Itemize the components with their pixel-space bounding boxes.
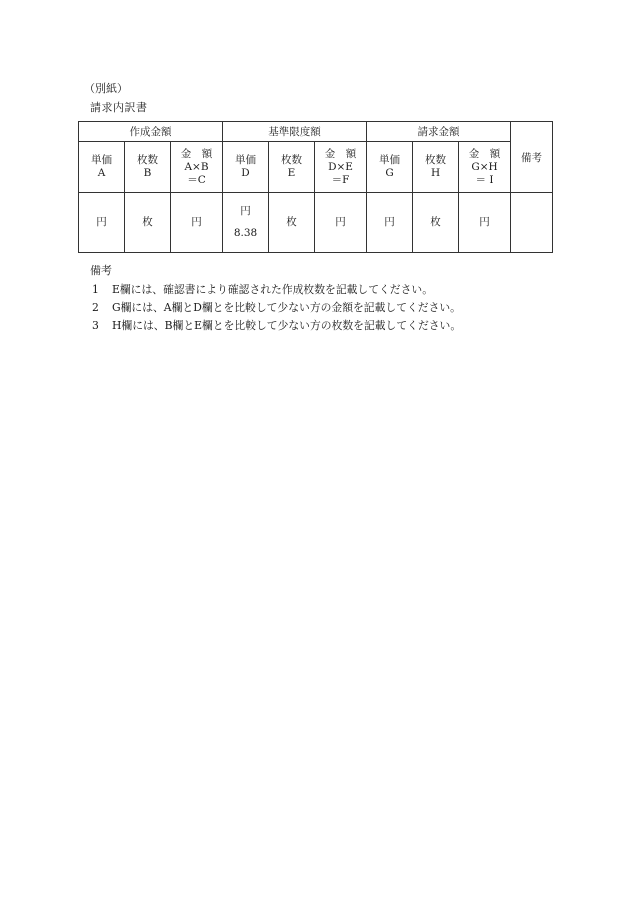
column-header-count-b: 枚数 B xyxy=(125,142,171,193)
cell-unit-price-g[interactable]: 円 xyxy=(367,193,413,253)
column-header-row xyxy=(79,142,553,193)
column-header-unit-price-a: 単価 A xyxy=(79,142,125,193)
group-header-billed-amount: 請求金額 xyxy=(367,122,511,142)
cell-count-b[interactable]: 枚 xyxy=(125,193,171,253)
column-header-amount-f: 金 額 D×E ＝F xyxy=(315,142,367,193)
column-header-amount-i: 金 額 G×H ＝ I xyxy=(459,142,511,193)
cell-amount-i[interactable]: 円 xyxy=(459,193,511,253)
cell-amount-f[interactable]: 円 xyxy=(315,193,367,253)
cell-count-e[interactable]: 枚 xyxy=(269,193,315,253)
remarks-header: 備考 xyxy=(511,122,553,193)
cell-unit-price-a[interactable]: 円 xyxy=(79,193,125,253)
notes-heading: 備考 xyxy=(90,264,112,277)
cell-remarks[interactable] xyxy=(511,193,553,253)
unit-price-d-value: 8.38 xyxy=(233,227,258,239)
column-header-count-e: 枚数 E xyxy=(269,142,315,193)
column-header-unit-price-d: 単価 D xyxy=(223,142,269,193)
column-header-count-h: 枚数 H xyxy=(413,142,459,193)
group-header-created-amount: 作成金額 xyxy=(79,122,223,142)
billing-breakdown-table xyxy=(78,121,553,253)
column-header-unit-price-g: 単価 G xyxy=(367,142,413,193)
cell-amount-c[interactable]: 円 xyxy=(171,193,223,253)
cell-count-h[interactable]: 枚 xyxy=(413,193,459,253)
group-header-row xyxy=(79,122,553,142)
note-item-3: 3 H欄には、B欄とE欄とを比較して少ない方の枚数を記載してください。 xyxy=(92,319,462,332)
column-header-amount-c: 金 額 A×B ＝C xyxy=(171,142,223,193)
table-row xyxy=(79,193,553,253)
cell-unit-price-d: 円 8.38 xyxy=(223,193,269,253)
note-item-1: 1 E欄には、確認書により確認された作成枚数を記載してください。 xyxy=(92,283,433,296)
note-item-2: 2 G欄には、A欄とD欄とを比較して少ない方の金額を記載してください。 xyxy=(92,301,461,314)
group-header-standard-limit: 基準限度額 xyxy=(223,122,367,142)
document-title: 請求内訳書 xyxy=(90,101,148,114)
attachment-label: （別紙） xyxy=(84,82,128,95)
